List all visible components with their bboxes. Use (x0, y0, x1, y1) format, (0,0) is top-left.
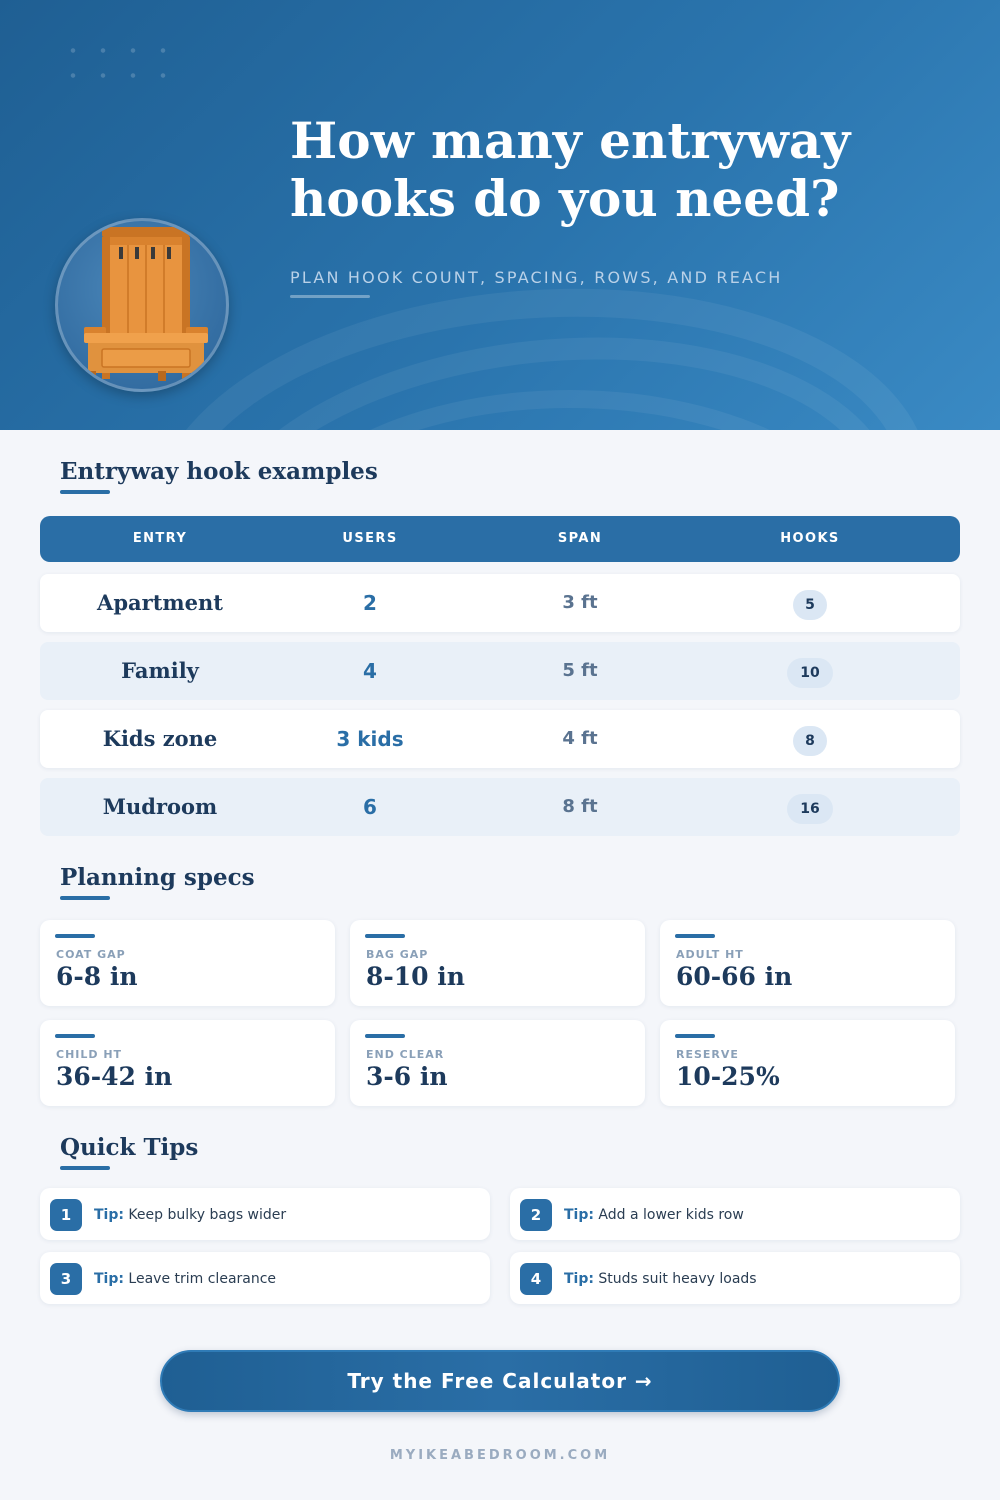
entry-cell: Apartment (97, 590, 223, 615)
span-cell: 4 ft (562, 728, 598, 749)
spec-label: RESERVE (676, 1048, 739, 1061)
subtitle-divider (290, 295, 370, 298)
tip-number-badge: 4 (520, 1263, 552, 1295)
entry-cell: Family (121, 658, 199, 683)
card-accent (675, 934, 715, 938)
spec-value: 3-6 in (366, 1062, 448, 1091)
spec-value: 60-66 in (676, 962, 793, 991)
tip-prefix: Tip: (94, 1271, 124, 1287)
users-cell: 2 (363, 591, 377, 615)
site-footer-link[interactable]: MYIKEABEDROOM.COM (389, 1448, 611, 1463)
tip-card (510, 1252, 960, 1304)
wooden-hall-tree-bench-icon (58, 221, 229, 392)
tip-card (510, 1188, 960, 1240)
column-header-entry: ENTRY (132, 531, 188, 546)
table-row (40, 642, 960, 700)
hall-tree-bench-image (55, 218, 229, 392)
tip-card (40, 1252, 490, 1304)
hooks-badge: 5 (793, 590, 827, 620)
spec-value: 6-8 in (56, 962, 138, 991)
free-calculator-button[interactable]: Try the Free Calculator → (160, 1350, 840, 1412)
span-cell: 5 ft (562, 660, 598, 681)
spec-card-end-clear (350, 1020, 645, 1106)
tip-body: Leave trim clearance (128, 1271, 277, 1287)
tip-prefix: Tip: (564, 1271, 594, 1287)
table-header (40, 516, 960, 562)
users-cell: 6 (363, 795, 377, 819)
tip-body: Add a lower kids row (598, 1207, 744, 1223)
spec-label: BAG GAP (366, 948, 429, 961)
spec-card-child-height (40, 1020, 335, 1106)
span-cell: 3 ft (562, 592, 598, 613)
spec-label: CHILD HT (56, 1048, 123, 1061)
tips-section-title: Quick Tips (60, 1134, 199, 1161)
spec-card-reserve (660, 1020, 955, 1106)
card-accent (365, 1034, 405, 1038)
table-row (40, 778, 960, 836)
hero-banner (0, 0, 1000, 430)
tip-number-badge: 2 (520, 1199, 552, 1231)
tip-text (564, 1188, 744, 1240)
section-underline (60, 490, 110, 494)
spec-label: END CLEAR (366, 1048, 445, 1061)
users-cell: 3 kids (336, 727, 404, 751)
entry-cell: Kids zone (102, 726, 218, 751)
section-underline (60, 896, 110, 900)
section-underline (60, 1166, 110, 1170)
column-header-span: SPAN (557, 531, 603, 546)
card-accent (675, 1034, 715, 1038)
tip-prefix: Tip: (94, 1207, 124, 1223)
spec-card-adult-height (660, 920, 955, 1006)
tip-number-badge: 1 (50, 1199, 82, 1231)
card-accent (365, 934, 405, 938)
hooks-badge: 10 (787, 658, 833, 688)
decorative-dots (58, 38, 168, 98)
tip-text (564, 1252, 757, 1304)
table-row (40, 710, 960, 768)
tip-body: Keep bulky bags wider (128, 1207, 287, 1223)
tip-number-badge: 3 (50, 1263, 82, 1295)
page-title: How many entryway hooks do you need? (290, 111, 851, 228)
spec-value: 8-10 in (366, 962, 465, 991)
tip-body: Studs suit heavy loads (598, 1271, 757, 1287)
specs-section-title: Planning specs (60, 864, 255, 891)
span-cell: 8 ft (562, 796, 598, 817)
spec-card-coat-gap (40, 920, 335, 1006)
tip-prefix: Tip: (564, 1207, 594, 1223)
users-cell: 4 (363, 659, 377, 683)
examples-section-title: Entryway hook examples (60, 458, 378, 485)
column-header-users: USERS (342, 531, 398, 546)
tip-text (94, 1252, 276, 1304)
page-subtitle: PLAN HOOK COUNT, SPACING, ROWS, AND REACH (290, 268, 783, 287)
spec-card-bag-gap (350, 920, 645, 1006)
hooks-badge: 8 (793, 726, 827, 756)
spec-value: 10-25% (676, 1062, 780, 1091)
table-row (40, 574, 960, 632)
hooks-badge: 16 (787, 794, 833, 824)
column-header-hooks: HOOKS (780, 531, 840, 546)
tip-text (94, 1188, 286, 1240)
spec-label: ADULT HT (676, 948, 744, 961)
card-accent (55, 934, 95, 938)
entry-cell: Mudroom (102, 794, 218, 819)
tip-card (40, 1188, 490, 1240)
card-accent (55, 1034, 95, 1038)
spec-value: 36-42 in (56, 1062, 173, 1091)
spec-label: COAT GAP (56, 948, 126, 961)
